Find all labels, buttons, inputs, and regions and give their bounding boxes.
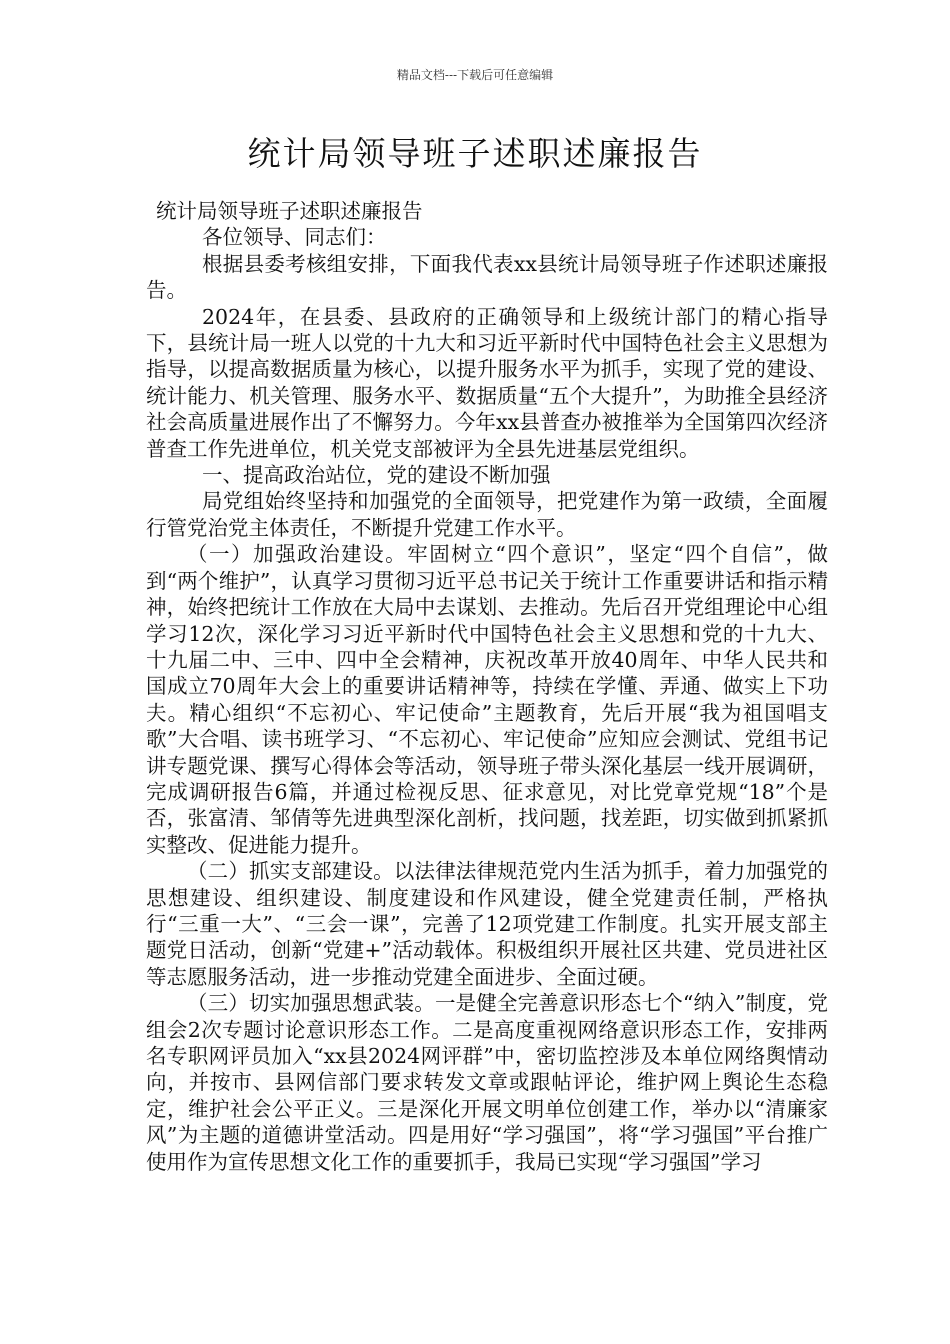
branch-building-paragraph: （二）抓实支部建设。以法律法律规范党内生活为抓手，着力加强党的思想建设、组织建设、制度建设和作风建设，健全党建责任制，严格执行“三重一大”、“三会一课”，完善了12项党建工作制度。扎实开展支部主题党日活动，创新“党建+”活动载体。积极组织开展社区共建、党员进社区等志愿服务活动，进一步推动党建全面进步、全面过硬。	[146, 859, 828, 989]
intro-paragraph: 根据县委考核组安排，下面我代表xx县统计局领导班子作述职述廉报告。	[146, 251, 828, 303]
political-building-paragraph: （一）加强政治建设。牢固树立“四个意识”，坚定“四个自信”，做到“两个维护”，认真学习贯彻习近平总书记关于统计工作重要讲话和指示精神，始终把统计工作放在大局中去谋划、去推动。先后召开党组理论中心组学习12次，深化学习习近平新时代中国特色社会主义思想和党的十九大、十九届二中、三中、四中全会精神，庆祝改革开放40周年、中华人民共和国成立70周年大会上的重要讲话精神等，持续在学懂、弄通、做实上下功夫。精心组织“不忘初心、牢记使命”主题教育，先后开展“我为祖国唱支歌”大合唱、读书班学习、“不忘初心、牢记使命”应知应会测试、党组书记讲专题党课、撰写心得体会等活动，领导班子带头深化基层一线开展调研，完成调研报告6篇，并通过检视反思、征求意见，对比党章党规“18”个是否，张富清、邹倩等先进典型深化剖析，找问题，找差距，切实做到抓紧抓实整改、促进能力提升。	[146, 542, 828, 857]
section-heading: 一、提高政治站位，党的建设不断加强	[202, 463, 551, 488]
document-body	[146, 198, 828, 1175]
ideological-paragraph: （三）切实加强思想武装。一是健全完善意识形态七个“纳入”制度，党组会2次专题讨论意识形态工作。二是高度重视网络意识形态工作，安排两名专职网评员加入“xx县2024网评群”中，密切监控涉及本单位网络舆情动向，并按市、县网信部门要求转发文章或跟帖评论，维护网上舆论生态稳定，维护社会公平正义。三是深化开展文明单位创建工作，举办以“清廉家风”为主题的道德讲堂活动。四是用好“学习强国”，将“学习强国”平台推广使用作为宣传思想文化工作的重要抓手，我局已实现“学习强国”学习	[146, 991, 828, 1174]
subtitle-paragraph: 统计局领导班子述职述廉报告	[156, 199, 423, 223]
summary-paragraph: 2024年，在县委、县政府的正确领导和上级统计部门的精心指导下，县统计局一班人以党的十九大和习近平新时代中国特色社会主义思想为指导，以提高数据质量为核心，以提升服务水平为抓手，实现了党的建设、统计能力、机关管理、服务水平、数据质量“五个大提升”，为助推全县经济社会高质量进展作出了不懈努力。今年xx县普查办被推举为全国第四次经济普查工作先进单位，机关党支部被评为全县先进基层党组织。	[146, 304, 828, 461]
document-title: 统计局领导班子述职述廉报告	[247, 134, 703, 173]
header-note: 精品文档---下载后可任意编辑	[396, 68, 554, 82]
section-intro-paragraph: 局党组始终坚持和加强党的全面领导，把党建作为第一政绩，全面履行管党治党主体责任，不断提升党建工作水平。	[146, 489, 828, 540]
salutation-paragraph: 各位领导、同志们：	[202, 225, 387, 250]
